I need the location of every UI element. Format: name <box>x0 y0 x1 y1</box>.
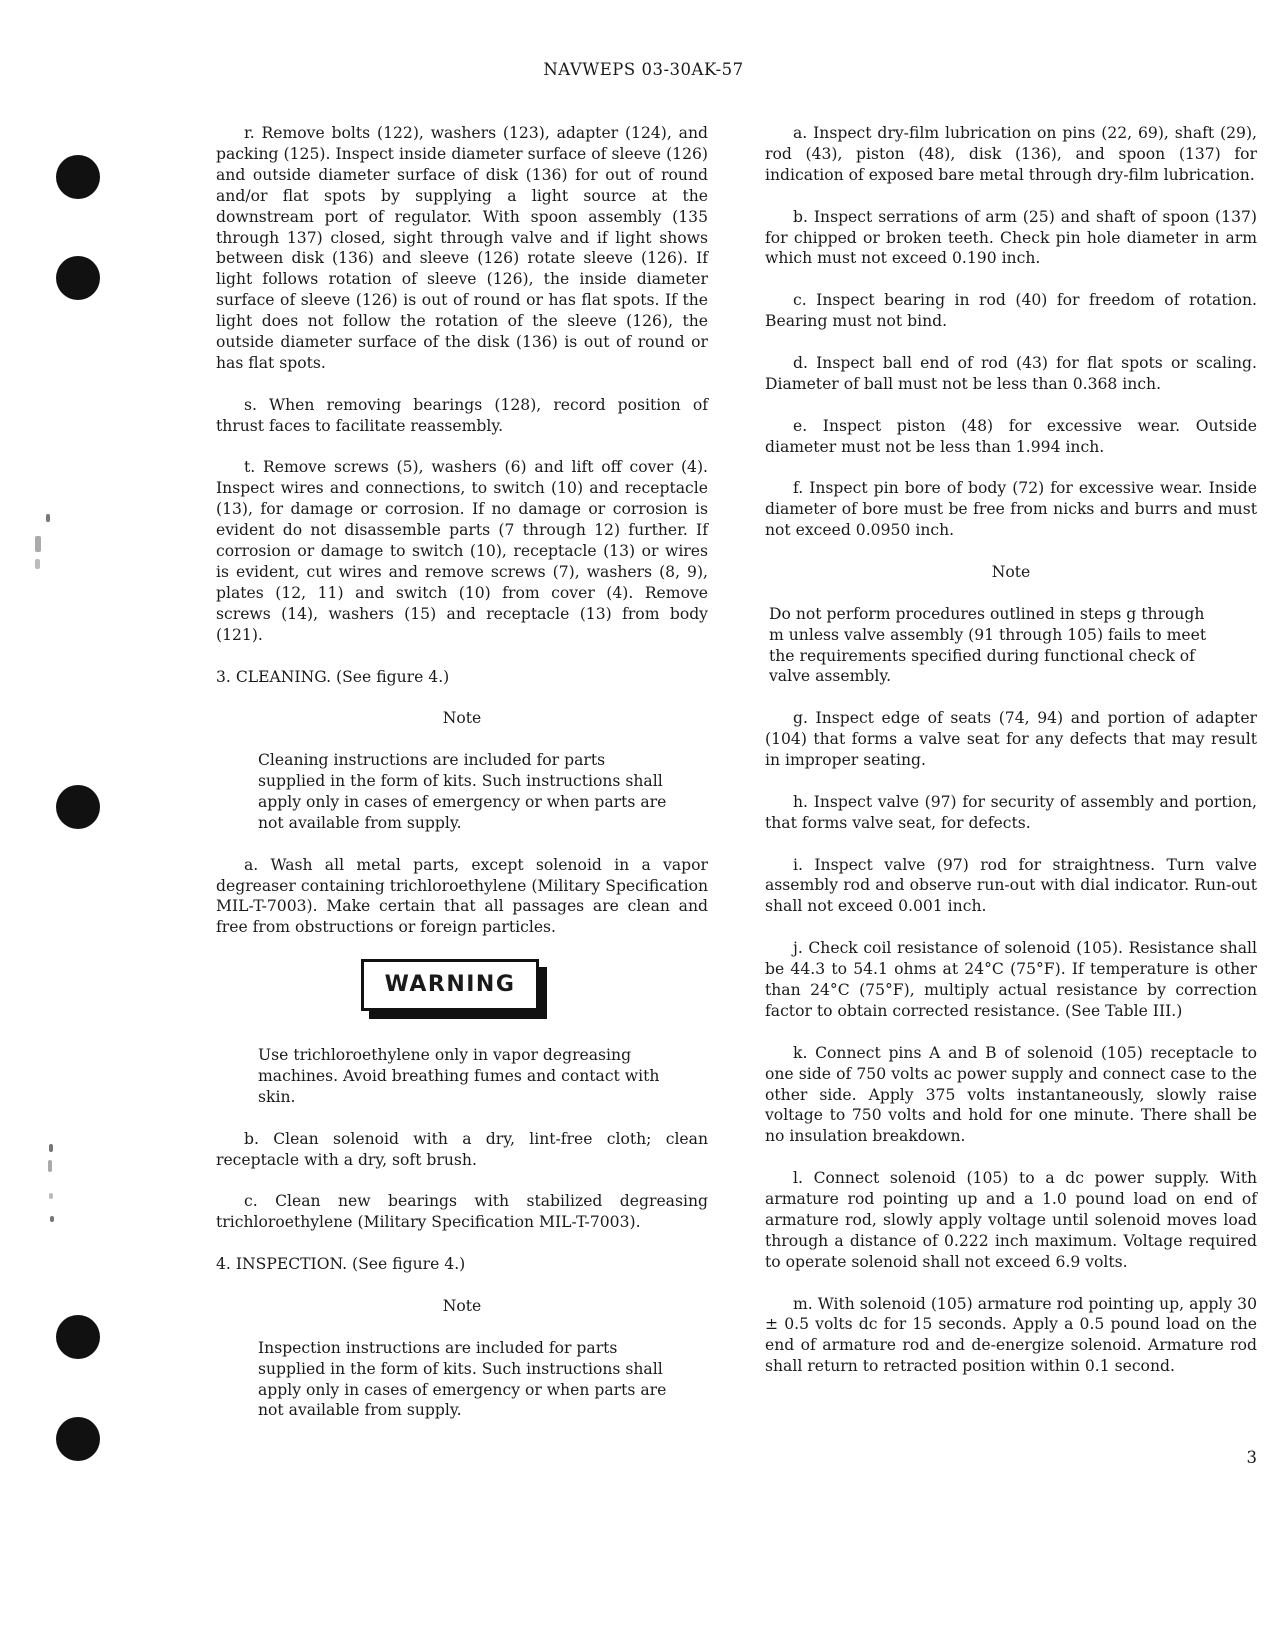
cleaning-step-a: a. Wash all metal parts, except solenoid in a vapor degreaser containing trichloroethylene (Military Specification MIL-T-7003). Make certain that all passages are clean and free from obstructions or foreign particles. <box>216 855 708 937</box>
step-t: t. Remove screws (5), washers (6) and lift off cover (4). Inspect wires and connections, to switch (10) and receptacle (13), for damage or corrosion. If no damage or corrosion is evident do not disassemble parts (7 through 12) further. If corrosion or damage to switch (10), receptacle (13) or wires is evident, cut wires and remove screws (7), washers (8, 9), plates (12, 11) and switch (10) from cover (4). Remove screws (14), washers (15) and receptacle (13) from body (121). <box>216 458 708 644</box>
inspection-step-e: e. Inspect piston (48) for excessive wear. Outside diameter must not be less than 1.994 inch. <box>765 416 1257 456</box>
cleaning-step-c: c. Clean new bearings with stabilized degreasing trichloroethylene (Military Specification MIL-T-7003). <box>216 1192 708 1232</box>
scan-speck <box>50 1216 54 1222</box>
inspection-step-d: d. Inspect ball end of rod (43) for flat spots or scaling. Diameter of ball must not be less than 0.368 inch. <box>765 353 1257 393</box>
warning-label: WARNING <box>361 959 539 1011</box>
punch-hole <box>56 256 100 300</box>
warning-block <box>216 959 708 1023</box>
scan-speck <box>35 536 41 552</box>
scan-speck <box>49 1144 53 1152</box>
inspection-step-g: g. Inspect edge of seats (74, 94) and portion of adapter (104) that forms a valve seat for any defects that may result in improper seating. <box>765 709 1257 770</box>
page-number: 3 <box>1246 1448 1257 1467</box>
note-body: Inspection instructions are included for parts supplied in the form of kits. Such instructions shall apply only in cases of emergency or when parts are not available from supply. <box>258 1338 667 1420</box>
note-title: Note <box>442 709 482 728</box>
cleaning-step-b: b. Clean solenoid with a dry, lint-free cloth; clean receptacle with a dry, soft brush. <box>216 1129 708 1169</box>
right-column <box>765 123 1257 1398</box>
scan-speck <box>49 1193 53 1199</box>
inspection-step-l: l. Connect solenoid (105) to a dc power supply. With armature rod pointing up and a 1.0 pound load on end of armature rod, slowly apply voltage until solenoid moves load through a distance of 0.222 inch maximum. Voltage required to operate solenoid shall not exceed 6.9 volts. <box>765 1169 1257 1271</box>
scan-speck <box>35 559 40 569</box>
note-title: Note <box>442 1296 482 1315</box>
warning-body: Use trichloroethylene only in vapor degreasing machines. Avoid breathing fumes and contact with skin. <box>258 1046 660 1106</box>
left-column <box>216 123 708 1442</box>
step-s: s. When removing bearings (128), record position of thrust faces to facilitate reassembly. <box>216 395 708 435</box>
note-title: Note <box>991 562 1031 581</box>
step-r: r. Remove bolts (122), washers (123), adapter (124), and packing (125). Inspect inside diameter surface of sleeve (126) and outside diameter surface of disk (136) for out of round and/or flat spots by supplying a light source at the downstream port of regulator. With spoon assembly (135 through 137) closed, sight through valve and if light shows between disk (136) and sleeve (126) rotate sleeve (126). If light follows rotation of sleeve (126), the inside diameter surface of sleeve (126) is out of round or has flat spots. If the light does not follow the rotation of the sleeve (126), the outside diameter surface of the disk (136) is out of round or has flat spots. <box>216 124 708 372</box>
inspection-step-h: h. Inspect valve (97) for security of assembly and portion, that forms valve seat, for defects. <box>765 792 1257 832</box>
inspection-step-j: j. Check coil resistance of solenoid (105). Resistance shall be 44.3 to 54.1 ohms at 24°C (75°F). If temperature is other than 24°C (75°F), multiply actual resistance by correction factor to obtain corrected resistance. (See Table III.) <box>765 939 1257 1020</box>
scan-speck <box>48 1160 52 1172</box>
scan-speck <box>46 514 50 522</box>
punch-hole <box>56 1417 100 1461</box>
note-body: Do not perform procedures outlined in steps g through m unless valve assembly (91 through 105) fails to meet the requirements specified during functional check of valve assembly. <box>769 604 1207 686</box>
inspection-step-b: b. Inspect serrations of arm (25) and shaft of spoon (137) for chipped or broken teeth. Check pin hole diameter in arm which must not exceed 0.190 inch. <box>765 207 1257 268</box>
punch-hole <box>56 1315 100 1359</box>
inspection-step-k: k. Connect pins A and B of solenoid (105) receptacle to one side of 750 volts ac power supply and connect case to the other side. Apply 375 volts instantaneously, slowly raise voltage to 750 volts and hold for one minute. There shall be no insulation breakdown. <box>765 1043 1257 1146</box>
inspection-step-m: m. With solenoid (105) armature rod pointing up, apply 30 ± 0.5 volts dc for 15 seconds. Apply a 0.5 pound load on the end of armature rod and de-energize solenoid. Armature rod shall return to retracted position within 0.1 second. <box>765 1294 1257 1376</box>
inspection-heading: 4. INSPECTION. (See figure 4.) <box>216 1255 466 1274</box>
inspection-step-c: c. Inspect bearing in rod (40) for freedom of rotation. Bearing must not bind. <box>765 291 1257 331</box>
inspection-step-f: f. Inspect pin bore of body (72) for excessive wear. Inside diameter of bore must be free from nicks and burrs and must not exceed 0.0950 inch. <box>765 479 1257 540</box>
note-body: Cleaning instructions are included for parts supplied in the form of kits. Such instructions shall apply only in cases of emergency or when parts are not available from supply. <box>258 751 667 832</box>
punch-hole <box>56 155 100 199</box>
punch-hole <box>56 785 100 829</box>
inspection-step-a: a. Inspect dry-film lubrication on pins (22, 69), shaft (29), rod (43), piston (48), disk (136), and spoon (137) for indication of exposed bare metal through dry-film lubrication. <box>765 124 1257 184</box>
cleaning-heading: 3. CLEANING. (See figure 4.) <box>216 667 450 686</box>
inspection-step-i: i. Inspect valve (97) rod for straightness. Turn valve assembly rod and observe run-out with dial indicator. Run-out shall not exceed 0.001 inch. <box>765 855 1257 916</box>
document-number: NAVWEPS 03-30AK-57 <box>543 60 744 79</box>
